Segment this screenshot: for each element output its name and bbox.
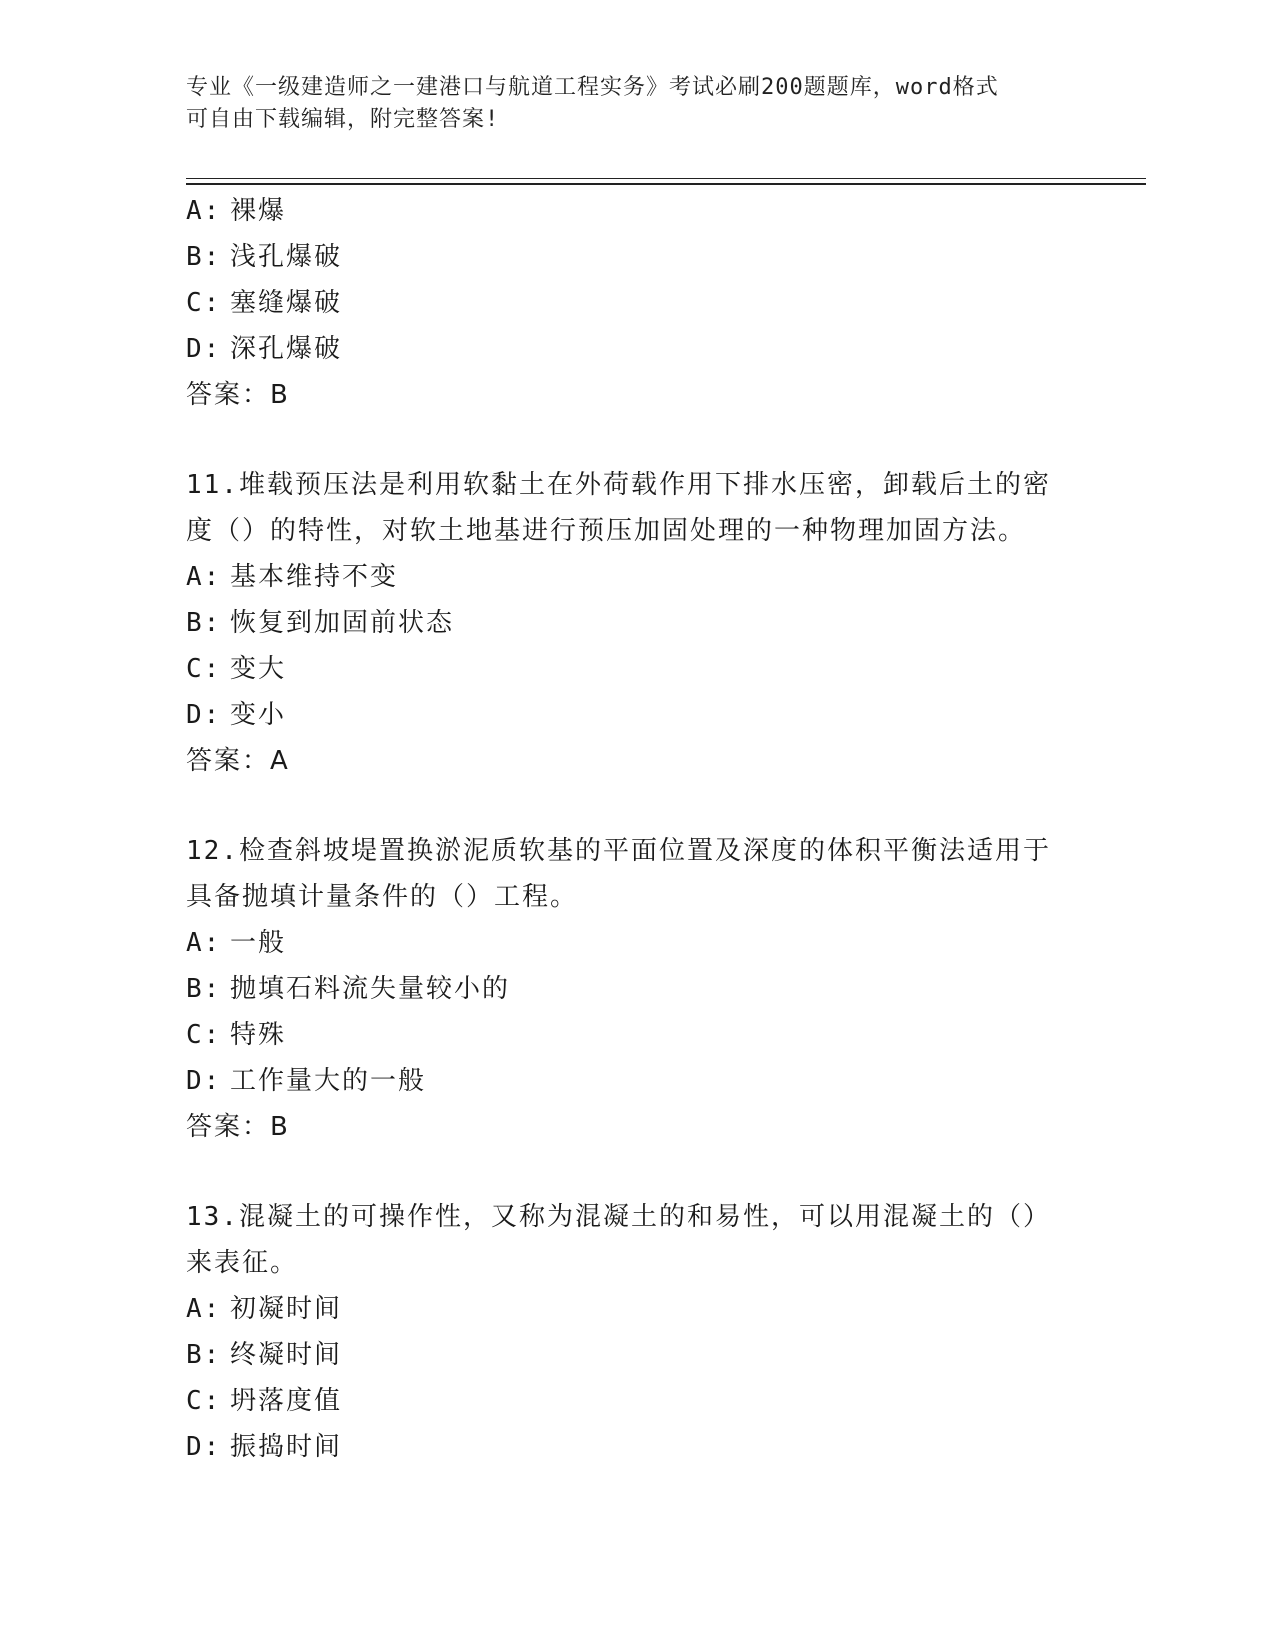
header-line-1: 专业《一级建造师之一建港口与航道工程实务》考试必刷200题题库，word格式	[186, 75, 999, 100]
header-divider-thick	[186, 183, 1146, 185]
option-d	[186, 1424, 1086, 1470]
question-stem: 13.混凝土的可操作性，又称为混凝土的和易性，可以用混凝土的（）来表征。	[186, 1202, 1051, 1278]
option-text: 塞缝爆破	[230, 288, 343, 318]
question-stem: 11.堆载预压法是利用软黏土在外荷载作用下排水压密，卸载后土的密度（）的特性，对软土地基进行预压加固处理的一种物理加固方法。	[186, 470, 1051, 546]
option-text: 变小	[230, 700, 287, 730]
option-c	[186, 280, 1086, 326]
option-key: C:	[186, 1020, 222, 1050]
option-b	[186, 966, 1086, 1012]
option-b	[186, 1332, 1086, 1378]
option-text: 深孔爆破	[230, 334, 343, 364]
question-block	[186, 828, 1086, 1150]
option-key: D:	[186, 334, 222, 364]
option-text: 抛填石料流失量较小的	[230, 974, 511, 1004]
option-b	[186, 234, 1086, 280]
option-text: 裸爆	[230, 196, 287, 226]
answer-line: 答案：B	[186, 380, 290, 410]
option-text: 恢复到加固前状态	[230, 608, 455, 638]
option-text: 工作量大的一般	[230, 1066, 427, 1096]
option-key: A:	[186, 196, 222, 226]
header-line-2: 可自由下载编辑，附完整答案!	[186, 107, 500, 132]
option-text: 振捣时间	[230, 1432, 343, 1462]
header-divider-thin	[186, 178, 1146, 179]
option-text: 基本维持不变	[230, 562, 399, 592]
option-c	[186, 1378, 1086, 1424]
option-text: 变大	[230, 654, 287, 684]
option-key: C:	[186, 288, 222, 318]
option-key: B:	[186, 974, 222, 1004]
option-c	[186, 646, 1086, 692]
answer-line: 答案：A	[186, 746, 290, 776]
option-key: B:	[186, 242, 222, 272]
option-d	[186, 326, 1086, 372]
question-stem: 12.检查斜坡堤置换淤泥质软基的平面位置及深度的体积平衡法适用于具备抛填计量条件的（）工程。	[186, 836, 1051, 912]
option-a	[186, 920, 1086, 966]
option-key: D:	[186, 1432, 222, 1462]
document-header	[186, 72, 1066, 136]
option-key: D:	[186, 700, 222, 730]
option-text: 一般	[230, 928, 287, 958]
option-d	[186, 692, 1086, 738]
option-text: 浅孔爆破	[230, 242, 343, 272]
option-c	[186, 1012, 1086, 1058]
option-text: 特殊	[230, 1020, 287, 1050]
option-a	[186, 1286, 1086, 1332]
option-a	[186, 554, 1086, 600]
option-text: 初凝时间	[230, 1294, 343, 1324]
answer-line: 答案：B	[186, 1112, 290, 1142]
option-text: 坍落度值	[230, 1386, 343, 1416]
option-key: A:	[186, 1294, 222, 1324]
option-key: C:	[186, 654, 222, 684]
option-b	[186, 600, 1086, 646]
question-block	[186, 188, 1086, 418]
option-key: A:	[186, 928, 222, 958]
option-text: 终凝时间	[230, 1340, 343, 1370]
question-block	[186, 1194, 1086, 1470]
option-key: B:	[186, 608, 222, 638]
option-key: B:	[186, 1340, 222, 1370]
option-key: A:	[186, 562, 222, 592]
option-key: D:	[186, 1066, 222, 1096]
question-block	[186, 462, 1086, 784]
option-key: C:	[186, 1386, 222, 1416]
question-list	[186, 188, 1086, 1470]
option-a	[186, 188, 1086, 234]
option-d	[186, 1058, 1086, 1104]
